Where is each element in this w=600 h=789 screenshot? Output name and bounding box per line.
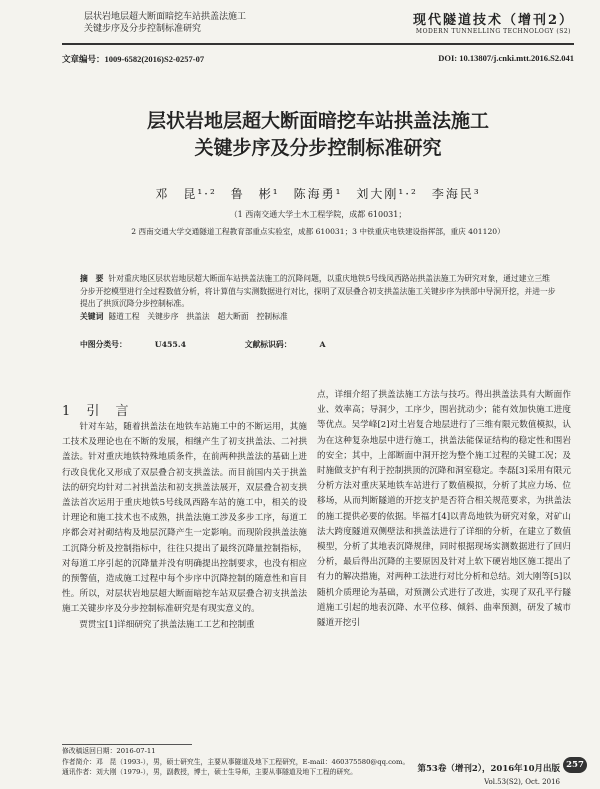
- keywords-label: 关键词: [80, 311, 104, 321]
- footnote-corresponding: 通讯作者：刘大刚（1979-），男，副教授，博士，硕士生导师，主要从事隧道及地下工程的研究。: [62, 768, 357, 776]
- keywords: 隧道工程 关键步序 拱盖法 超大断面 控制标准: [108, 311, 288, 321]
- doc-code-label: 文献标识码：: [244, 340, 292, 349]
- body-paragraph: 针对车站，随着拱盖法在地铁车站施工中的不断运用，其施工技术及理论也在不断的发展，相继产生了初支拱盖法、二衬拱盖法。针对重庆地铁特殊地质条件，在前两种拱盖法的基础上进行改良优化又形成了双层叠合初支拱盖法。而目前国内关于拱盖法的研究均针对二衬拱盖法和初支拱盖法展开，双层叠合初支拱盖法首次运用于重庆地铁5号线凤西路车站的施工中，相关的设计理论和施工技术也不成熟，拱盖法施工涉及多步工序，每道工序都会对衬砌结构及地层沉降产生一定影响。而现阶段拱盖法施工沉降分析及控制指标中，往往只提出了最终沉降量控制指标，对每道工序引起的沉降量并没有明确提出控制要求，也没有相应的预警值，造成施工过程中每个步序中沉降控制的随意性和盲目性。所以，对层状岩地层超大断面暗挖车站双层叠合初支拱盖法施工关键步序及分步控制标准研究是有现实意义的。: [62, 422, 307, 615]
- right-column: [317, 388, 571, 631]
- clc-code: U455.4: [154, 340, 186, 349]
- footnote-author: 作者简介：邓 昆（1993-），男，硕士研究生，主要从事隧道及地下工程研究，E-mail：460375580@qq.com。: [62, 757, 410, 766]
- doc-code: A: [319, 340, 326, 349]
- footnote-received: 修改稿返回日期：2016-07-11: [62, 747, 156, 755]
- running-header: [84, 11, 246, 35]
- abstract-label: 摘 要: [80, 274, 104, 283]
- body-paragraph: 点，详细介绍了拱盖法施工方法与技巧。得出拱盖法具有大断面作业、效率高；导洞少，工序少，围岩扰动少；能有效加快施工进度等优点。吴学峰[2]对土岩复合地层进行了三维有限元数值模拟，认为在这种复杂地层中进行施工，拱盖法能保证结构的稳定性和围岩的安全；其中，上部断面中洞开挖为整个施工过程的关键工况；及时施做支护有利于控制拱顶的沉降和洞室稳定。李磊[3]采用有限元分析方法对重庆某地铁车站进行了数值模拟，分析了其应力场、位移场，从而判断隧道的开挖支护是否符合相关规范要求，为拱盖法的施工提供必要的依据。毕福才[4]以青岛地铁为研究对象，对矿山法大跨度隧道双侧壁法和拱盖法进行了详细的分析，在建立了数值模型，分析了其地表沉降规律，同时根据现场实测数据进行了回归分析，最后得出沉降的主要原因及针对上软下硬岩地区施工提出了有力的解决措施，对两种工法进行对比分析和总结。刘大刚等[5]以随机介质理论为基础，对预测公式进行了改进，实现了双孔平行隧道施工引起的地表沉降、水平位移、倾斜、曲率预测，研发了城市隧道开挖引: [317, 390, 571, 629]
- article-meta: [62, 53, 574, 65]
- affiliation-line-1: （1 西南交通大学土木工程学院，成都 610031；: [229, 210, 407, 219]
- classification-line: [80, 339, 382, 350]
- running-title-line-1: 层状岩地层超大断面暗挖车站拱盖法施工: [84, 12, 247, 22]
- doi: DOI: 10.13807/j.cnki.mtt.2016.S2.041: [438, 53, 574, 63]
- clc-label: 中图分类号：: [80, 340, 127, 349]
- page-number: 257: [563, 757, 587, 773]
- header-rule: [62, 43, 574, 45]
- abstract-text: 针对重庆地区层状岩地层超大断面车站拱盖法施工的沉降问题，以重庆地铁5号线凤西路站拱盖法施工为研究对象，通过建立三维分步开挖模型进行全过程数值分析，将计算值与实测数据进行对比，探明了双层叠合初支拱盖法施工关键步序为拱部中导洞开挖，并进一步提出了拱顶沉降分步控制标准。: [80, 274, 556, 308]
- left-column: [62, 420, 307, 633]
- section-heading: 1 引 言: [62, 404, 135, 419]
- journal-name-en: MODERN TUNNELLING TECHNOLOGY (S2): [415, 28, 572, 35]
- title-line-1: 层状岩地层超大断面暗挖车站拱盖法施工: [146, 110, 489, 132]
- issue-info: 第53卷（增刊2），2016年10月出版: [417, 764, 560, 774]
- running-title-line-2: 关键步序及分步控制标准研究: [84, 24, 202, 34]
- article-title: [62, 108, 574, 162]
- article-number: 文章编号：1009-6582(2016)S2-0257-07: [62, 54, 205, 64]
- footnote-rule: [62, 744, 192, 745]
- affiliation-line-2: 2 西南交通大学交通隧道工程教育部重点实验室，成都 610031；3 中铁重庆电铁建设指挥部，重庆 401120）: [131, 227, 505, 236]
- journal-masthead: [413, 9, 574, 35]
- author-list: 邓 昆¹·² 鲁 彬¹ 陈海勇¹ 刘大刚¹·² 李海民³: [155, 187, 481, 201]
- volume-info: Vol.53(S2), Oct. 2016: [484, 778, 560, 786]
- title-line-2: 关键步序及分步控制标准研究: [194, 137, 442, 159]
- abstract: [80, 273, 556, 323]
- body-paragraph: 贾贯宝[1]详细研究了拱盖法施工工艺和控制重: [62, 619, 255, 630]
- journal-name-cn: 现代隧道技术（增刊2）: [412, 13, 574, 28]
